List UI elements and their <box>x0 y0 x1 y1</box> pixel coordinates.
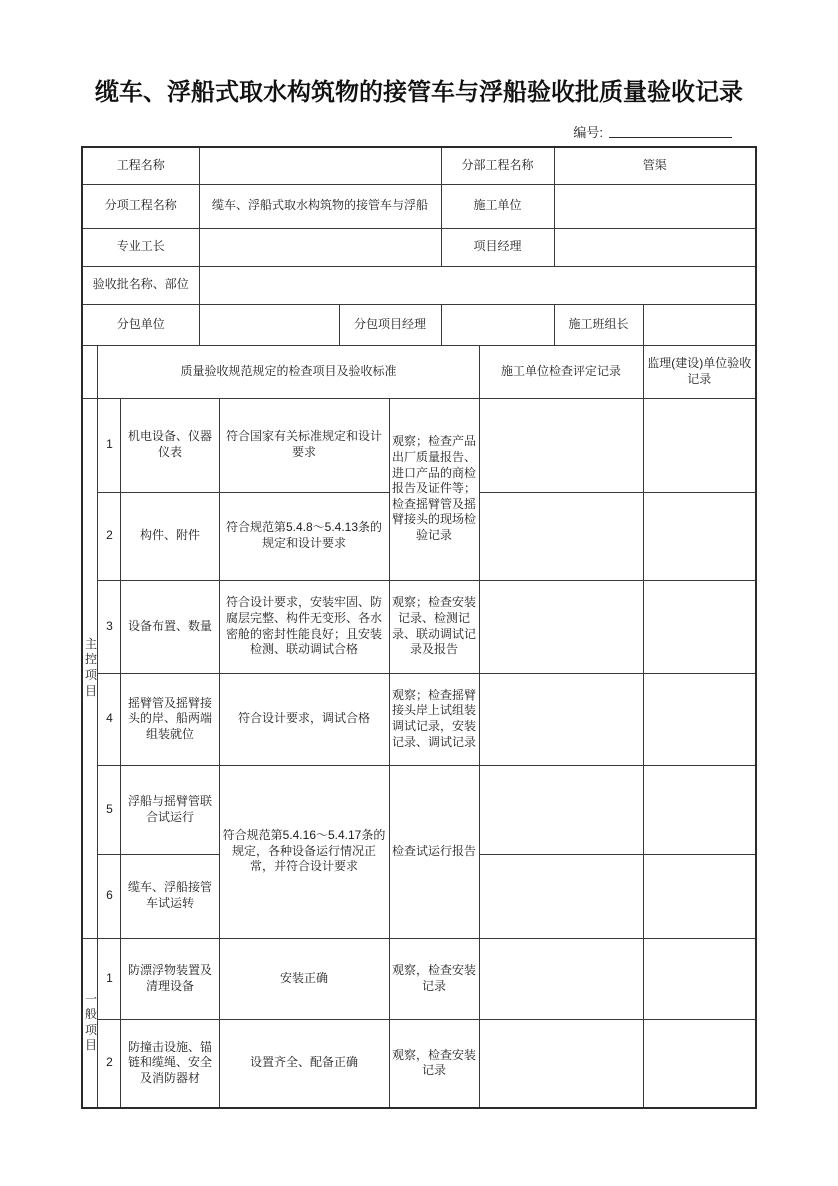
sub-pm-value <box>441 304 554 345</box>
row-standard: 符合规范第5.4.8～5.4.13条的规定和设计要求 <box>219 492 389 580</box>
main-control-row-1 <box>82 398 756 492</box>
row-standard: 符合国家有关标准规定和设计要求 <box>219 398 389 492</box>
row-seq: 5 <box>98 765 121 854</box>
row-item: 设备布置、数量 <box>121 580 219 673</box>
main-control-row-3 <box>82 580 756 673</box>
form-title: 缆车、浮船式取水构筑物的接管车与浮船验收批质量验收记录 <box>95 79 743 106</box>
acceptance-form-table <box>81 146 757 1109</box>
contractor-record-cell <box>479 673 643 765</box>
contractor-record-header: 施工单位检查评定记录 <box>479 345 643 398</box>
sub-unit-label: 分包单位 <box>82 304 199 345</box>
row-standard: 符合规范第5.4.16～5.4.17条的规定，各种设备运行情况正常，并符合设计要求 <box>219 765 389 938</box>
project-name-label: 工程名称 <box>82 147 199 184</box>
row-item: 机电设备、仪器仪表 <box>121 398 219 492</box>
row-seq: 1 <box>98 938 121 1019</box>
row-seq: 4 <box>98 673 121 765</box>
info-row-foreman <box>82 228 756 266</box>
row-standard: 安装正确 <box>219 938 389 1019</box>
main-control-row-5 <box>82 765 756 854</box>
contractor-record-cell <box>479 765 643 854</box>
contractor-record-cell <box>479 1019 643 1108</box>
supervisor-record-cell <box>643 492 756 580</box>
row-method: 检查试运行报告 <box>389 765 479 938</box>
criteria-header: 质量验收规范规定的检查项目及验收标准 <box>98 345 479 398</box>
division-name-value: 管渠 <box>554 147 756 184</box>
row-method: 观察；检查产品出厂质量报告、进口产品的商检报告及证件等；检查摇臂管及摇臂接头的现场检验记录 <box>389 398 479 580</box>
main-header-row <box>82 345 756 398</box>
subitem-name-value: 缆车、浮船式取水构筑物的接管车与浮船 <box>199 184 441 228</box>
row-standard: 符合设计要求，安装牢固、防腐层完整、构件无变形、各水密舱的密封性能良好；且安装检测、联动调试合格 <box>219 580 389 673</box>
contractor-record-cell <box>479 580 643 673</box>
crew-leader-label: 施工班组长 <box>554 304 643 345</box>
row-item: 防漂浮物装置及清理设备 <box>121 938 219 1019</box>
batch-name-value <box>199 266 756 304</box>
row-method: 观察，检查安装记录 <box>389 938 479 1019</box>
crew-leader-value <box>643 304 756 345</box>
batch-name-label: 验收批名称、部位 <box>82 266 199 304</box>
sub-unit-value <box>199 304 339 345</box>
row-item: 浮船与摇臂管联合试运行 <box>121 765 219 854</box>
subitem-name-label: 分项工程名称 <box>82 184 199 228</box>
supervisor-record-cell <box>643 854 756 938</box>
row-seq: 1 <box>98 398 121 492</box>
foreman-label: 专业工长 <box>82 228 199 266</box>
project-manager-value <box>554 228 756 266</box>
general-row-2 <box>82 1019 756 1108</box>
main-control-row-4 <box>82 673 756 765</box>
row-seq: 2 <box>98 492 121 580</box>
contractor-record-cell <box>479 398 643 492</box>
row-seq: 2 <box>98 1019 121 1108</box>
form-number-row <box>82 122 756 142</box>
supervisor-record-cell <box>643 580 756 673</box>
row-seq: 6 <box>98 854 121 938</box>
division-name-label: 分部工程名称 <box>441 147 554 184</box>
row-method: 观察，检查安装记录 <box>389 1019 479 1108</box>
project-manager-label: 项目经理 <box>441 228 554 266</box>
form-number-label: 编号: <box>573 125 603 140</box>
row-item: 防撞击设施、锚链和缆绳、安全及消防器材 <box>121 1019 219 1108</box>
row-seq: 3 <box>98 580 121 673</box>
row-method: 观察；检查安装记录、检测记录、联动调试记录及报告 <box>389 580 479 673</box>
contractor-record-cell <box>479 492 643 580</box>
info-row-project <box>82 147 756 184</box>
project-name-value <box>199 147 441 184</box>
supervisor-record-cell <box>643 765 756 854</box>
row-item: 构件、附件 <box>121 492 219 580</box>
info-row-batch <box>82 266 756 304</box>
row-method: 观察；检查摇臂接头岸上试组装调试记录，安装记录、调试记录 <box>389 673 479 765</box>
info-row-subitem <box>82 184 756 228</box>
row-standard: 符合设计要求，调试合格 <box>219 673 389 765</box>
contractor-value <box>554 184 756 228</box>
group-label-main-control: 主控项目 <box>82 398 98 938</box>
contractor-record-cell <box>479 938 643 1019</box>
supervisor-record-cell <box>643 1019 756 1108</box>
foreman-value <box>199 228 441 266</box>
row-standard: 设置齐全、配备正确 <box>219 1019 389 1108</box>
supervisor-record-cell <box>643 673 756 765</box>
group-header-spacer <box>82 345 98 398</box>
supervisor-record-header: 监理(建设)单位验收记录 <box>643 345 756 398</box>
supervisor-record-cell <box>643 938 756 1019</box>
general-row-1 <box>82 938 756 1019</box>
info-row-subcontract <box>82 304 756 345</box>
supervisor-record-cell <box>643 398 756 492</box>
row-item: 缆车、浮船接管车试运转 <box>121 854 219 938</box>
contractor-label: 施工单位 <box>441 184 554 228</box>
form-number-line <box>609 122 732 138</box>
group-label-general: 一般项目 <box>82 938 98 1108</box>
contractor-record-cell <box>479 854 643 938</box>
sub-pm-label: 分包项目经理 <box>339 304 441 345</box>
row-item: 摇臂管及摇臂接头的岸、船两端组装就位 <box>121 673 219 765</box>
